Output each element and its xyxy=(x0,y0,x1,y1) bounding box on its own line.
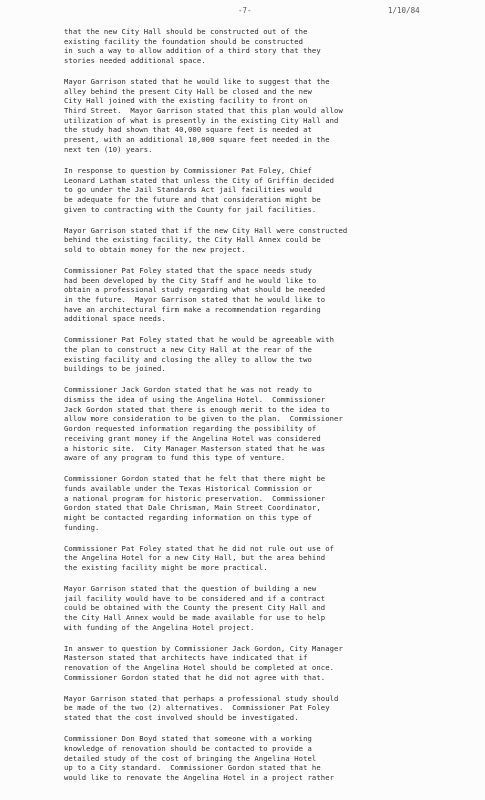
document-date: 1/10/84 xyxy=(388,6,420,15)
paragraph xyxy=(64,226,468,255)
page-header xyxy=(0,6,485,20)
text-line: receiving grant money if the Angelina Hotel was considered xyxy=(64,433,321,443)
text-line: next ten (10) years. xyxy=(64,144,153,154)
paragraph xyxy=(64,166,468,214)
text-line: funds available under the Texas Historical Commission or xyxy=(64,483,312,493)
paragraph xyxy=(64,335,468,374)
paragraph xyxy=(64,27,468,66)
text-line: Commissioner Don Boyd stated that someone with a working xyxy=(64,734,312,744)
text-line: Leonard Latham stated that unless the City of Griffin decided xyxy=(64,175,335,185)
document-body xyxy=(64,27,468,794)
text-line: obtain a professional study regarding what should be needed xyxy=(64,285,326,295)
text-line: Third Street. Mayor Garrison stated that this plan would allow xyxy=(64,106,343,116)
text-line: Commissioner Gordon stated that he felt that there might be xyxy=(64,474,326,484)
text-line: could be obtained with the County the present City Hall and xyxy=(64,603,326,613)
text-line: Commissioner Gordon stated that he did not agree with that. xyxy=(64,672,326,682)
text-line: Commissioner Pat Foley stated that he would be agreeable with xyxy=(64,335,335,345)
text-line: to go under the Jail Standards Act jail facilities would xyxy=(64,185,312,195)
text-line: that the new City Hall should be constructed out of the xyxy=(64,27,308,36)
text-line: be made of the two (2) alternatives. Commissioner Pat Foley xyxy=(64,703,330,713)
text-line: utilization of what is presently in the existing City Hall and xyxy=(64,115,339,125)
text-line: renovation of the Angelina Hotel should be completed at once. xyxy=(64,663,335,673)
text-line: alley behind the present City Hall be closed and the new xyxy=(64,86,312,96)
text-line: detailed study of the cost of bringing the Angelina Hotel xyxy=(64,753,317,763)
text-line: Commissioner Pat Foley stated that the space needs study xyxy=(64,265,312,275)
text-line: have an architectural firm make a recommendation regarding xyxy=(64,304,321,314)
text-line: the City Hall Annex would be made available for use to help xyxy=(64,613,326,623)
text-line: Commissioner Jack Gordon stated that he was not ready to xyxy=(64,385,312,395)
text-line: existing facility and closing the alley to allow the two xyxy=(64,354,312,364)
text-line: dismiss the idea of using the Angelina Hotel. Commissioner xyxy=(64,395,326,405)
text-line: stories needed additional space. xyxy=(64,56,206,66)
text-line: might be contacted regarding information on this type of xyxy=(64,512,312,522)
text-line: in such a way to allow addition of a third story that they xyxy=(64,46,321,56)
text-line: would like to renovate the Angelina Hotel in a project rather xyxy=(64,772,335,782)
text-line: sold to obtain money for the new project. xyxy=(64,244,246,254)
paragraph xyxy=(64,644,468,683)
text-line: existing facility the foundation should be constructed xyxy=(64,36,304,46)
text-line: present, with an additional 10,000 square feet needed in the xyxy=(64,135,330,145)
text-line: City Hall joined with the existing facility to front on xyxy=(64,96,308,106)
text-line: with funding of the Angelina Hotel project. xyxy=(64,622,255,632)
text-line: be adequate for the future and that consideration might be xyxy=(64,194,321,204)
text-line: Masterson stated that architects have indicated that if xyxy=(64,653,308,663)
paragraph xyxy=(64,734,468,782)
text-line: funding. xyxy=(64,522,100,532)
text-line: Commissioner Pat Foley stated that he did not rule out use of xyxy=(64,543,335,553)
text-line: a national program for historic preservation. Commissioner xyxy=(64,493,326,503)
text-line: Gordon stated that Dale Chrisman, Main Street Coordinator, xyxy=(64,503,321,513)
paragraph xyxy=(64,694,468,723)
text-line: the existing facility might be more practical. xyxy=(64,563,268,572)
text-line: given to contracting with the County for jail facilities. xyxy=(64,204,317,214)
text-line: behind the existing facility, the City Hall Annex could be xyxy=(64,235,321,245)
text-line: aware of any program to fund this type of venture. xyxy=(64,453,286,463)
text-line: a historic site. City Manager Masterson stated that he was xyxy=(64,443,326,453)
text-line: Jack Gordon stated that there is enough merit to the idea to xyxy=(64,404,330,414)
text-line: the Angelina Hotel for a new City Hall, but the area behind xyxy=(64,553,326,563)
paragraph xyxy=(64,584,468,632)
text-line: Gordon requested information regarding the possibility of xyxy=(64,424,317,434)
text-line: in the future. Mayor Garrison stated that he would like to xyxy=(64,295,326,304)
text-line: allow more consideration to be given to the plan. Commissioner xyxy=(64,414,343,424)
text-line: additional space needs. xyxy=(64,314,166,324)
paragraph xyxy=(64,77,468,155)
text-line: had been developed by the City Staff and he would like to xyxy=(64,275,317,285)
paragraph xyxy=(64,266,468,324)
text-line: stated that the cost involved should be investigated. xyxy=(64,713,299,723)
text-line: buildings to be joined. xyxy=(64,364,166,374)
text-line: Mayor Garrison stated that he would like to suggest that the xyxy=(64,77,330,87)
paragraph xyxy=(64,474,468,532)
page-number: -7- xyxy=(238,6,252,15)
paragraph xyxy=(64,385,468,463)
text-line: knowledge of renovation should be contacted to provide a xyxy=(64,743,312,753)
text-line: up to a City standard. Commissioner Gordon stated that he xyxy=(64,763,321,773)
paragraph xyxy=(64,544,468,573)
text-line: Mayor Garrison stated that the question of building a new xyxy=(64,583,317,593)
text-line: the plan to construct a new City Hall at the rear of the xyxy=(64,345,312,355)
text-line: jail facility would have to be considered and if a contract xyxy=(64,593,326,603)
text-line: Mayor Garrison stated that perhaps a professional study should xyxy=(64,693,339,703)
text-line: the study had shown that 40,000 square feet is needed at xyxy=(64,125,312,135)
text-line: In answer to question by Commissioner Jack Gordon, City Manager xyxy=(64,643,343,653)
text-line: Mayor Garrison stated that if the new City Hall were constructed xyxy=(64,225,348,235)
text-line: In response to question by Commissioner Pat Foley, Chief xyxy=(64,165,312,175)
